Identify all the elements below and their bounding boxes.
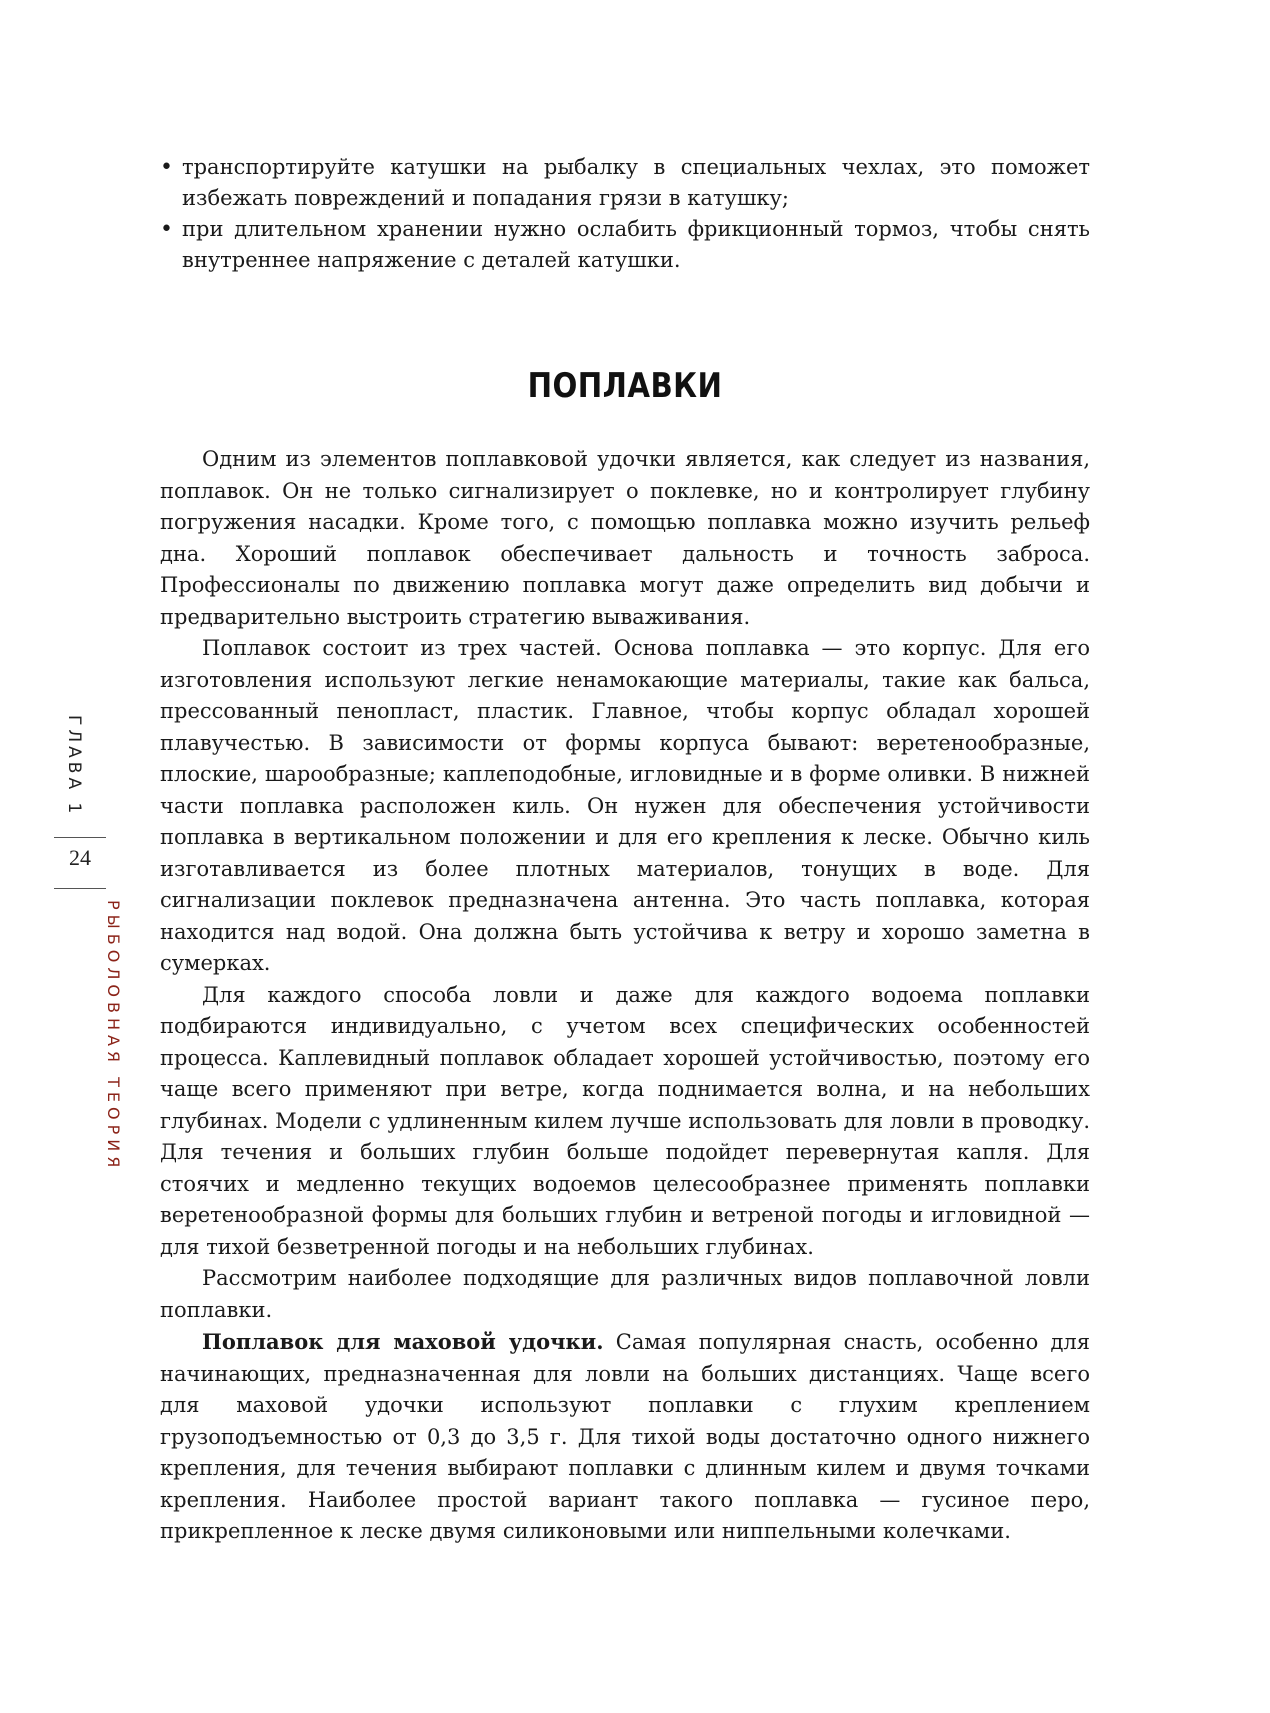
paragraph: Одним из элементов поплавковой удочки является, как следует из названия, поплавок. Он не только сигнализирует о поклевке, но и контролирует глубину погружения насадки. Кроме того, с помощью поплавка можно изучить рельеф дна. Хороший поплавок обеспечивает дальность и точность заброса. Профессионалы по движению поплавка могут даже определить вид добычи и предварительно выстроить стратегию вываживания. [160,447,1090,629]
paragraph: Для каждого способа ловли и даже для каждого водоема поплавки подбираются индивидуально, с учетом всех специфических особенностей процесса. Каплевидный поплавок обладает хорошей устойчивостью, поэтому его чаще всего применяют при ветре, когда поднимается волна, и на небольших глубинах. Модели с удлиненным килем лучше использовать для ловли в проводку. Для течения и больших глубин больше подойдет перевернутая капля. Для стоячих и медленно текущих водоемов целесообразнее применять поплавки веретенообразной формы для больших глубин и ветреной погоды и игловидной — для тихой безветренной погоды и на небольших глубинах. [160,982,1090,1259]
paragraph [160,1326,1090,1548]
paragraph-lead: Поплавок для маховой удочки. [202,1329,604,1354]
divider [54,837,106,838]
paragraph-body: Самая популярная снасть, особенно для начинающих, предназначенная для ловли на больших дистанциях. Чаще всего для маховой удочки используют поплавки с глухим креплением грузоподъемностью от 0,3 до 3,5 г. Для тихой воды достаточно одного нижнего крепления, для течения выбирают поплавки с длинным килем и двумя точками крепления. Наиболее простой вариант такого поплавка — гусиное перо, прикрепленное к леске двумя силиконовыми или ниппельными колечками. [160,1330,1090,1543]
list-item: • транспортируйте катушки на рыбалку в специальных чехлах, это поможет избежать повреждений и попадания грязи в катушку; [160,152,1090,214]
side-running-header [40,715,123,1173]
bullet-list [160,152,1090,276]
page-number: 24 [69,845,91,870]
main-text-column [160,152,1090,1548]
section-heading: ПОПЛАВКИ [527,366,723,406]
chapter-label: ГЛАВА 1 [64,715,84,818]
divider [54,888,106,889]
paragraph: Поплавок состоит из трех частей. Основа поплавка — это корпус. Для его изготовления используют легкие ненамокающие материалы, такие как бальса, прессованный пенопласт, пластик. Главное, чтобы корпус обладал хорошей плавучестью. В зависимости от формы корпуса бывают: веретенообразные, плоские, шарообразные; каплеподобные, игловидные и в форме оливки. В нижней части поплавка расположен киль. Он нужен для обеспечения устойчивости поплавка в вертикальном положении и для его крепления к леске. Обычно киль изготавливается из более плотных материалов, тонущих в воде. Для сигнализации поклевок предназначена антенна. Это часть поплавка, которая находится над водой. Она должна быть устойчива к ветру и хорошо заметна в сумерках. [160,636,1090,975]
paragraph: Рассмотрим наиболее подходящие для различных видов поплавочной ловли поплавки. [160,1266,1090,1322]
list-item: • при длительном хранении нужно ослабить фрикционный тормоз, чтобы снять внутреннее напряжение с деталей катушки. [160,214,1090,276]
section-label: РЫБОЛОВНАЯ ТЕОРИЯ [104,900,123,1173]
